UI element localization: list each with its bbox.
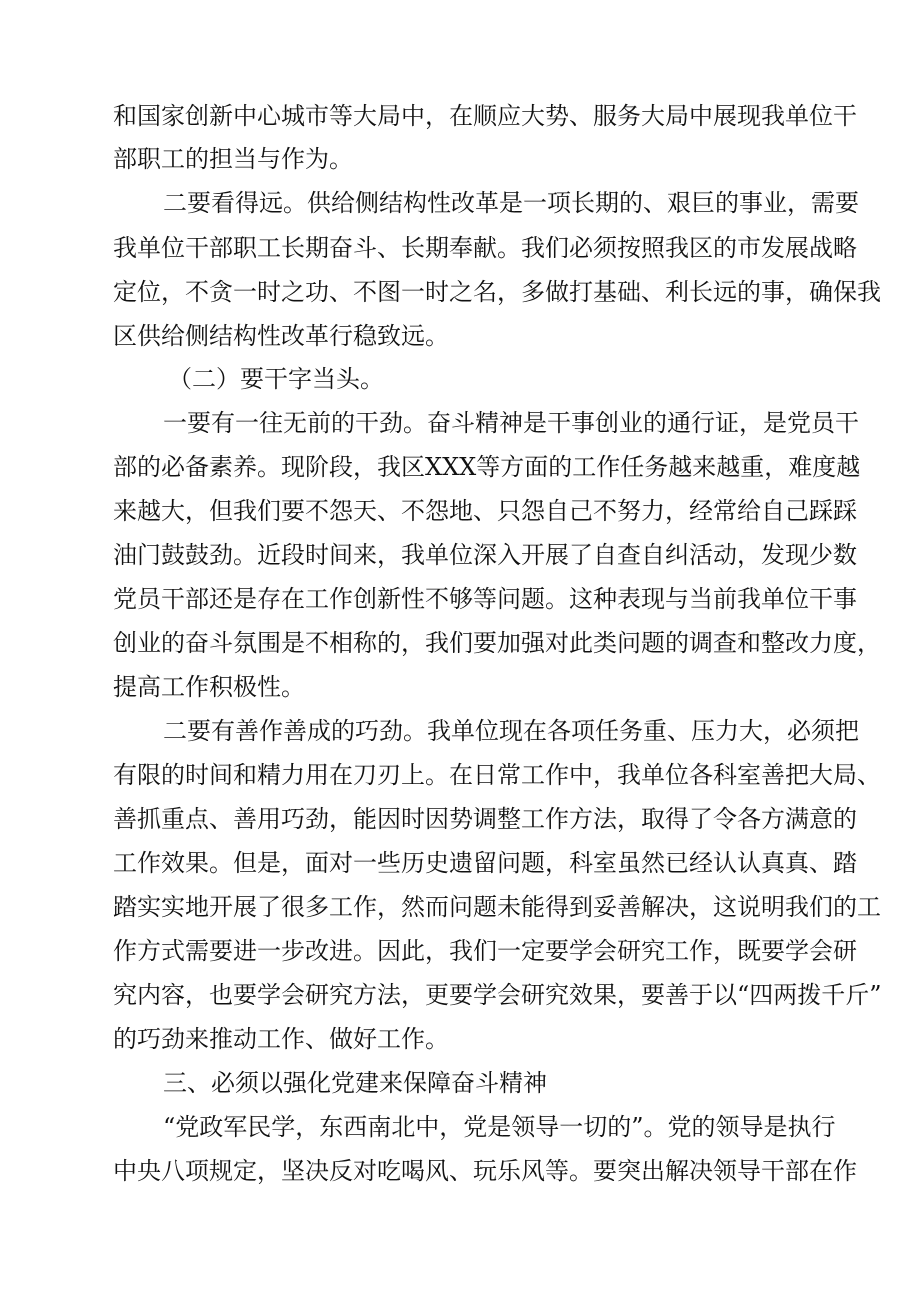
paragraph-line: 定位，不贪一时之功、不图一时之名，多做打基础、利长远的事，确保我 (113, 278, 881, 306)
paragraph-line: 创业的奋斗氛围是不相称的，我们要加强对此类问题的调查和整改力度， (113, 629, 881, 657)
paragraph-line: 一要有一往无前的干劲。奋斗精神是干事创业的通行证，是党员干 (163, 409, 859, 437)
paragraph-line: 部职工的担当与作为。 (113, 145, 353, 173)
paragraph-line: 油门鼓鼓劲。近段时间来，我单位深入开展了自查自纠活动，发现少数 (113, 541, 857, 569)
paragraph-line: 提高工作积极性。 (113, 673, 305, 701)
paragraph-line: 二要有善作善成的巧劲。我单位现在各项任务重、压力大，必须把 (163, 717, 859, 745)
paragraph-line: 和国家创新中心城市等大局中，在顺应大势、服务大局中展现我单位干 (113, 102, 857, 130)
paragraph-line: 中央八项规定，坚决反对吃喝风、玩乐风等。要突出解决领导干部在作 (113, 1157, 857, 1185)
paragraph-line: 工作效果。但是，面对一些历史遗留问题，科室虽然已经认认真真、踏 (113, 849, 857, 877)
paragraph-line: 踏实实地开展了很多工作，然而问题未能得到妥善解决，这说明我们的工 (113, 893, 881, 921)
paragraph-line: 的巧劲来推动工作、做好工作。 (113, 1025, 449, 1053)
paragraph-line: 部的必备素养。现阶段，我区XXX等方面的工作任务越来越重，难度越 (113, 453, 861, 481)
paragraph-line: 来越大，但我们要不怨天、不怨地、只怨自己不努力，经常给自己踩踩 (113, 497, 857, 525)
paragraph-line: 我单位干部职工长期奋斗、长期奉献。我们必须按照我区的市发展战略 (113, 234, 857, 262)
paragraph-line: 二要看得远。供给侧结构性改革是一项长期的、艰巨的事业，需要 (163, 189, 859, 217)
section-heading: 三、必须以强化党建来保障奋斗精神 (163, 1069, 547, 1097)
paragraph-line: “党政军民学，东西南北中，党是领导一切的”。党的领导是执行 (163, 1113, 836, 1141)
paragraph-line: 究内容，也要学会研究方法，更要学会研究效果，要善于以“四两拨千斤” (113, 981, 882, 1009)
paragraph-line: 区供给侧结构性改革行稳致远。 (113, 322, 449, 350)
section-subheading: （二）要干字当头。 (168, 365, 384, 393)
paragraph-line: 善抓重点、善用巧劲，能因时因势调整工作方法，取得了令各方满意的 (113, 805, 857, 833)
paragraph-line: 有限的时间和精力用在刀刃上。在日常工作中，我单位各科室善把大局、 (113, 761, 881, 789)
paragraph-line: 作方式需要进一步改进。因此，我们一定要学会研究工作，既要学会研 (113, 937, 857, 965)
paragraph-line: 党员干部还是存在工作创新性不够等问题。这种表现与当前我单位干事 (113, 585, 857, 613)
